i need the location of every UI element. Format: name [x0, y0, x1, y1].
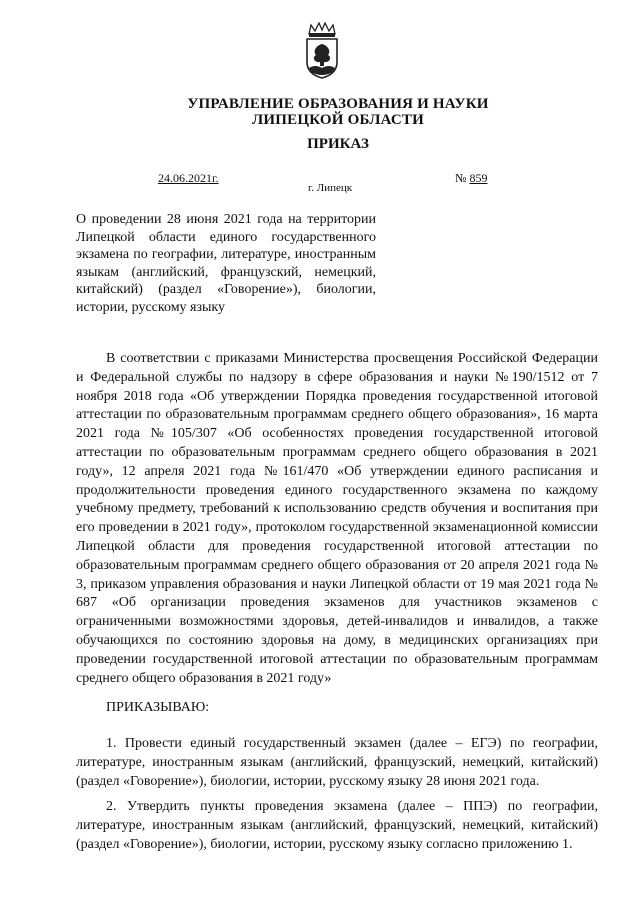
order-number: [455, 171, 487, 186]
order-item-2: 2. Утвердить пункты проведения экзамена (далее – ППЭ) по географии, литературе, иностранным языкам (английский, французский, немецкий, китайский) (раздел «Говорение»), биологии, истории, русскому языку согласно приложению 1.: [76, 799, 598, 852]
city: г. Липецк: [308, 182, 353, 194]
order-item-1: 1. Провести единый государственный экзамен (далее – ЕГЭ) по географии, литературе, иностранным языкам (английский, французский, немецкий, китайский) (раздел «Говорение»), биологии, истории, русскому языку 28 июня 2021 года.: [76, 736, 598, 789]
order-number-value: 859: [469, 171, 488, 185]
org-name-line1: УПРАВЛЕНИЕ ОБРАЗОВАНИЯ И НАУКИ: [187, 96, 489, 112]
lipetsk-coat-of-arms-icon: [303, 22, 341, 80]
order-subject: О проведении 28 июня 2021 года на территории Липецкой области единого государственного экзамена по географии, литературе, иностранным языкам (английский, французский, немецкий, китайский) (раздел «Говорение»), биологии, истории, русскому языку: [76, 212, 376, 315]
legal-basis-paragraph: В соответствии с приказами Министерства просвещения Российской Федерации и Федеральной службы по надзору в сфере образования и науки №190/1512 от 7 ноября 2018 года «Об утверждении Порядка проведения государственной итоговой аттестации по образовательным программам среднего общего образования», 16 марта 2021 года №105/307 «Об особенностях проведения государственной итоговой аттестации по образовательным программам среднего общего образования в 2021 году», 12 апреля 2021 года №161/470 «Об утверждении единого расписания и продолжительности проведения единого государственного экзамена по каждому учебному предмету, требований к использованию средств обучения и воспитания при его проведении в 2021 году», протоколом государственной экзаменационной комиссии Липецкой области для проведения государственной итоговой аттестации по образовательным программам среднего общего образования от 20 апреля 2021 года № 3, приказом управления образования и науки Липецкой области от 19 мая 2021 года № 687 «Об организации проведения экзаменов для участников экзаменов с ограниченными возможностями здоровья, детей-инвалидов и инвалидов, а также обучающихся по состоянию здоровья на дому, в медицинских организациях при проведении государственной итоговой аттестации по образовательным программам среднего общего образования в 2021 году»: [76, 351, 598, 686]
order-word: ПРИКАЗЫВАЮ:: [106, 700, 210, 715]
order-date: 24.06.2021г.: [158, 171, 219, 185]
org-name-line2: ЛИПЕЦКОЙ ОБЛАСТИ: [252, 112, 424, 128]
document-type: ПРИКАЗ: [307, 136, 369, 152]
order-number-prefix: №: [455, 171, 470, 185]
